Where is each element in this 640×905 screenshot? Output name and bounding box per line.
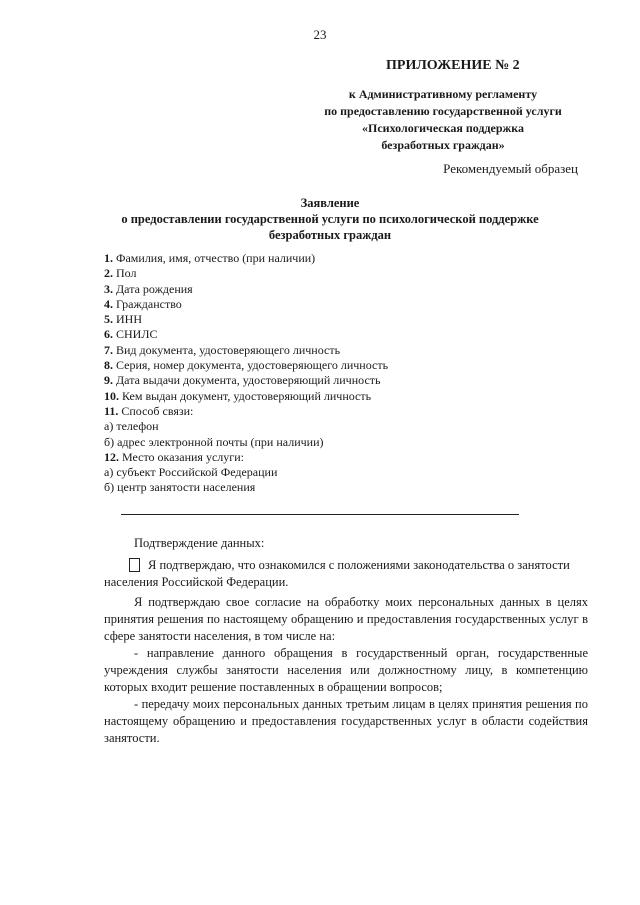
regulation-line: к Административному регламенту: [348, 87, 538, 101]
regulation-line: по предоставлению государственной услуги: [324, 104, 562, 118]
field-inn: 5. ИНН: [104, 312, 142, 327]
field-contact-phone: а) телефон: [104, 419, 159, 434]
regulation-line: «Психологическая поддержка: [362, 121, 524, 135]
consent-item-forwarding: - направление данного обращения в государственный орган, государственные учреждения службы занятости населения или должностному лицу, в компетенцию которых входит решение поставленных в обращении вопросов;: [104, 646, 588, 694]
application-fields-list: [104, 251, 388, 496]
field-full-name: 1. Фамилия, имя, отчество (при наличии): [104, 251, 316, 265]
field-id-document-type: 7. Вид документа, удостоверяющего личность: [104, 342, 341, 357]
field-birth-date: 3. Дата рождения: [104, 281, 193, 296]
field-id-issued-by: 10. Кем выдан документ, удостоверяющий личность: [104, 388, 372, 403]
confirmation-heading: Подтверждение данных:: [134, 536, 265, 550]
page-number: 23: [313, 27, 327, 42]
document-title: [80, 195, 580, 243]
confirmation-block: [104, 557, 588, 747]
consent-item-third-parties: - передачу моих персональных данных третьим лицам в целях принятия решения по настоящему обращению и предоставления государственных услуг в области содействия занятости.: [104, 697, 588, 745]
section-divider: [121, 514, 519, 515]
field-location-center: б) центр занятости населения: [104, 480, 256, 495]
field-service-location: 12. Место оказания услуги:: [104, 449, 244, 464]
acknowledgement-text: Я подтверждаю, что ознакомился с положениями законодательства о занятости: [148, 558, 570, 572]
field-contact-email: б) адрес электронной почты (при наличии): [104, 434, 324, 449]
document-title-line: о предоставлении государственной услуги по психологической поддержке: [121, 212, 539, 226]
field-citizenship: 4. Гражданство: [104, 296, 182, 311]
field-contact-method: 11. Способ связи:: [104, 403, 194, 418]
regulation-line: безработных граждан»: [381, 138, 505, 152]
document-title-line: Заявление: [300, 196, 360, 210]
acknowledgement-line: [104, 557, 588, 574]
acknowledgement-text-continued: населения Российской Федерации.: [104, 575, 289, 589]
field-location-region: а) субъект Российской Федерации: [104, 465, 278, 480]
appendix-title: ПРИЛОЖЕНИЕ № 2: [386, 58, 520, 73]
field-id-issue-date: 9. Дата выдачи документа, удостоверяющий личность: [104, 373, 381, 388]
field-id-document-number: 8. Серия, номер документа, удостоверяющего личность: [104, 358, 389, 373]
document-title-line: безработных граждан: [268, 228, 392, 242]
consent-paragraph: Я подтверждаю свое согласие на обработку моих персональных данных в целях принятия решения по настоящему обращению и предоставления государственных услуг в сфере занятости населения, в том числе на:: [104, 595, 588, 643]
sample-note: Рекомендуемый образец: [443, 161, 578, 176]
regulation-reference: [300, 86, 586, 154]
acknowledgement-checkbox[interactable]: [129, 558, 140, 572]
field-sex: 2. Пол: [104, 266, 137, 281]
field-snils: 6. СНИЛС: [104, 327, 158, 342]
